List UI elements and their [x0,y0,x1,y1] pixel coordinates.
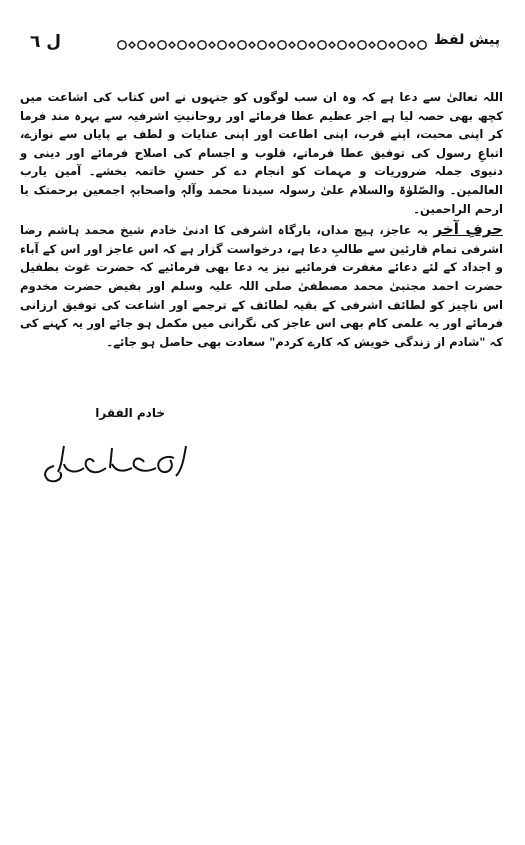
ornament-diamond [349,42,355,48]
ornament-ring [238,41,246,49]
ornament-ring [398,41,406,49]
ornament-diamond [409,42,415,48]
ornament-diamond [129,42,135,48]
paragraph-harf-e-akhir [20,220,503,351]
ornament-diamond [149,42,155,48]
harf-e-akhir-text: یہ عاجز، ہیچ مداں، بارگاہ اشرفی کا ادنیٰ خادم شیخ محمد ہاشم رضا اشرفی تمام قارئین سے طالبِ دعا ہے، درخواست گزار ہے کہ اس عاجز اور اس کے آباء و اجداد کے لئے دعائے مغفرت فرمائیے نیز یہ دعا بھی فرمائیے کہ حضرت غوث بطفیل حضرت احمد مجتبیٰ محمد مصطفیٰ صلی اللہ علیہ وسلم اور بفیض حضرت مخدوم اس ناچیز کو لطائف اشرفی کے بقیہ لطائف کے ترجمے اور اشاعت کی توفیق ارزانی فرمائے اور یہ علمی کام بھی اس عاجز کی نگرانی میں مکمل ہو جائے اور یہ کہنے کی کہ "شادم از زندگی خویش کہ کارے کردم" سعادت بھی حاصل ہو جائے۔ [20,223,503,349]
ornament-diamond [269,42,275,48]
ornament-diamond [249,42,255,48]
ornament-diamond [229,42,235,48]
ornament-diamond [289,42,295,48]
ornament-ring [338,41,346,49]
ornament-diamond [389,42,395,48]
closing-title: خادم الفقرا [95,406,165,420]
ornament-ring [218,41,226,49]
ornament-ring [278,41,286,49]
ornament-ring [158,41,166,49]
harf-e-akhir-heading: حرفِ آخر [433,220,503,239]
ornament-ring [198,41,206,49]
ornament-diamond [209,42,215,48]
ornament-ring [298,41,306,49]
ornament-diamond [169,42,175,48]
ornament-diamond [329,42,335,48]
ornamental-border [112,38,432,52]
ornament-ring [118,41,126,49]
ornament-ring [318,41,326,49]
page-header [30,30,500,56]
ornament-diamond [309,42,315,48]
ornament-ring [418,41,426,49]
page-number: ل ٦ [30,32,62,52]
ornament-ring [258,41,266,49]
section-title: پیش لفظ [434,32,500,48]
ornament-ring [378,41,386,49]
ornament-diamond [189,42,195,48]
ornament-ring [138,41,146,49]
closing-block [0,406,525,496]
ornament-ring [178,41,186,49]
paragraph-dua: اللہ تعالیٰ سے دعا ہے کہ وہ ان سب لوگوں کو جنہوں نے اس کتاب کی اشاعت میں کچھ بھی حصہ لیا ہے اجر عظیم عطا فرمائے اور روحانیتِ اشرفیہ سے بہرہ مند فرما کر اپنی محبت، اپنے قرب، اپنی اطاعت اور اپنی عنایات و لطف بے پایاں سے نوازے، اتباعِ رسول کی توفیق عطا فرماتے، قلوب و اجسام کی اصلاح فرمائے اور دینی و دنیوی جملہ ضروریات و مہمات کو انجام دے کر حسنِ خاتمہ بخشے۔ آمین یارب العالمین۔ والصّلوٰۃ والسلام علیٰ رسولہ سیدنا محمد وآلہٖ واصحابہٖ اجمعین برحمتک یا ارحم الراحمین۔ [20,90,503,216]
ornament-ring [358,41,366,49]
ornament-diamond [369,42,375,48]
body-text [20,88,503,351]
handwritten-signature [36,428,196,488]
